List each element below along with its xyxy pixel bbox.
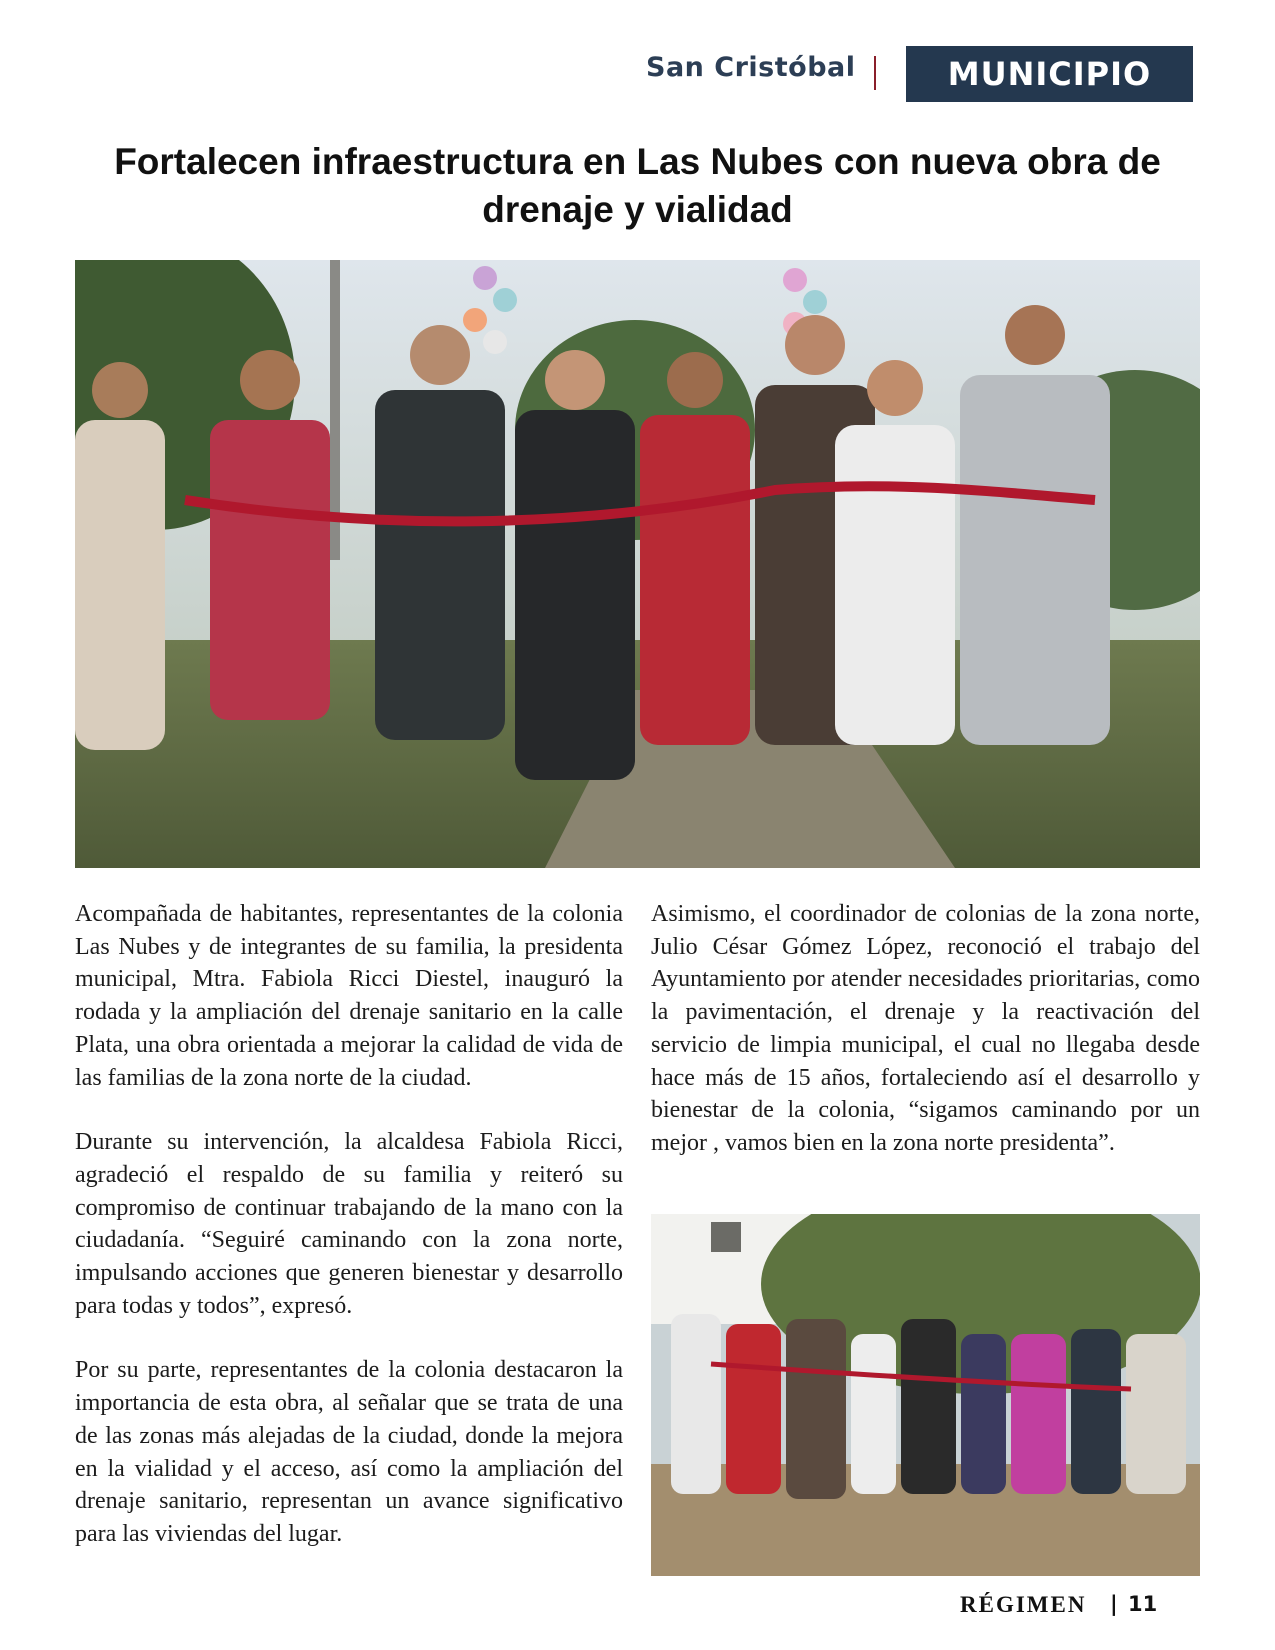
article-left-column (75, 898, 623, 1583)
section-label: San Cristóbal (646, 52, 856, 83)
page-number: 11 (1128, 1592, 1158, 1616)
article-paragraph: Por su parte, representantes de la colonia destacaron la importancia de esta obra, al señalar que se trata de una de las zonas más alejadas de la ciudad, donde la mejora en la vialidad y el acceso, así como la ampliación del drenaje sanitario, representan un avance significativo para las viviendas del lugar. (75, 1357, 623, 1547)
main-photo (75, 260, 1200, 868)
article-paragraph: Acompañada de habitantes, representantes de la colonia Las Nubes y de integrantes de su familia, la presidenta municipal, Mtra. Fabiola Ricci Diestel, inauguró la rodada y la ampliación del drenaje sanitario en la calle Plata, una obra orientada a mejorar la calidad de vida de las familias de la zona norte de la ciudad. (75, 901, 623, 1091)
article-right-column (651, 898, 1200, 1192)
secondary-photo (651, 1214, 1200, 1576)
article-headline: Fortalecen infraestructura en Las Nubes con nueva obra de drenaje y vialidad (114, 141, 1161, 230)
section-badge: MUNICIPIO (906, 46, 1193, 102)
footer-brand: RÉGIMEN (960, 1592, 1087, 1617)
article-paragraph: Durante su intervención, la alcaldesa Fabiola Ricci, agradeció el respaldo de su familia y reiteró su compromiso de continuar trabajando de la mano con la ciudadanía. “Seguiré caminando con la zona norte, impulsando acciones que generen bienestar y desarrollo para todas y todos”, expresó. (75, 1129, 623, 1319)
footer-separator: | (1110, 1592, 1118, 1616)
section-divider (874, 56, 876, 90)
article-paragraph: Asimismo, el coordinador de colonias de la zona norte, Julio César Gómez López, reconoció el trabajo del Ayuntamiento por atender necesidades prioritarias, como la pavimentación, el drenaje y la reactivación del servicio de limpia municipal, el cual no llegaba desde hace más de 15 años, fortaleciendo así el desarrollo y bienestar de la colonia, “sigamos caminando por un mejor , vamos bien en la zona norte presidenta”. (651, 901, 1200, 1156)
